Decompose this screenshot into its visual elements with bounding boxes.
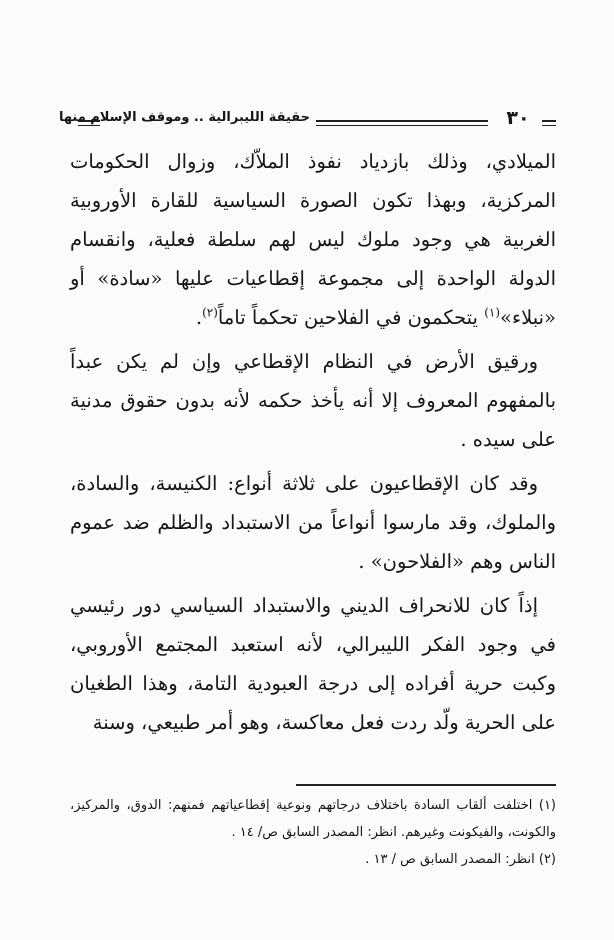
header-title: حقيقة الليبرالية .. وموقف الإسلام منها: [58, 110, 310, 125]
header-rule-middle: [316, 120, 488, 126]
paragraph-1-text-c: .: [195, 306, 203, 329]
footnote-1: (١) اختلفت ألقاب السادة باختلاف درجاتهم ونوعية إقطاعياتهم فمنهم: الدوق، والمركيز، والكونت، والفيكونت وغيرهم. انظر: المصدر السابق ص/ ١٤ .: [70, 798, 556, 840]
paragraph-1: [70, 142, 556, 337]
footnote-2: (٢) انظر: المصدر السابق ص / ١٣ .: [365, 852, 556, 867]
main-text: [70, 142, 556, 747]
paragraph-4: إذاً كان للانحراف الديني والاستبداد السياسي دور رئيسي في وجود الفكر الليبرالي، لأنه استعبد المجتمع الأوروبي، وكبت حرية أفراده إلى درجة العبودية التامة، وهذا الطغيان على الحرية ولّد ردت فعل معاكسة، وهو أمر طبيعي، وسنة: [70, 594, 556, 734]
header-rule-right: [542, 120, 556, 126]
footnote-ref-2: (٢): [202, 305, 218, 320]
paragraph-1-text-b: يتحكمون في الفلاحين تحكماً تاماً: [217, 306, 485, 329]
footnote-separator: [296, 784, 556, 786]
running-header: [58, 107, 556, 138]
footnotes: [70, 792, 556, 873]
footnote-ref-1: (١): [484, 305, 501, 320]
page-number: ٣٠: [506, 107, 530, 129]
paragraph-1-text-a: الميلادي، وذلك بازدياد نفوذ الملاّك، وزوال الحكومات المركزية، وبهذا تكون الصورة السياسية للقارة الأوروبية الغربية هي وجود ملوك ليس لهم سلطة فعلية، وانقسام الدولة الواحدة إلى مجموعة إقطاعيات عليها «سادة» أو «نبلاء»: [70, 150, 556, 329]
paragraph-3: وقد كان الإقطاعيون على ثلاثة أنواع: الكنيسة، والسادة، والملوك، وقد مارسوا أنواعاً من الاستبداد والظلم ضد عموم الناس وهم «الفلاحون» .: [70, 472, 556, 573]
paragraph-2: ورقيق الأرض في النظام الإقطاعي وإن لم يكن عبداً بالمفهوم المعروف إلا أنه يأخذ حكمه لأنه بدون حقوق مدنية على سيده .: [70, 350, 556, 451]
